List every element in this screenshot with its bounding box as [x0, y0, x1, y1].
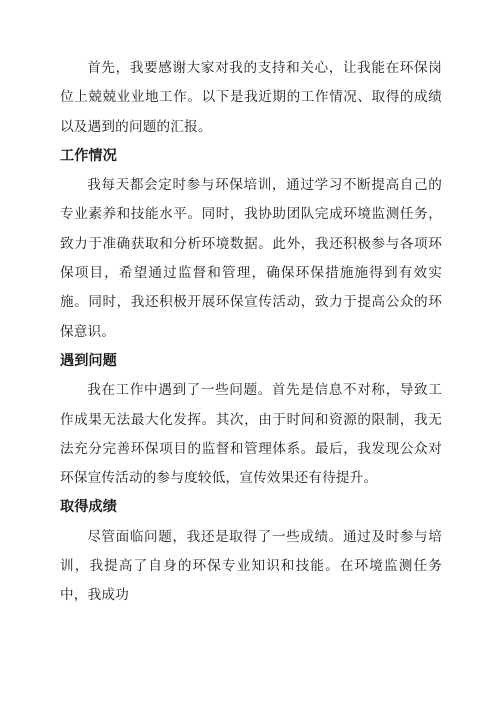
section-heading-achievements: 取得成绩 — [60, 499, 117, 516]
intro-paragraph: 首先，我要感谢大家对我的支持和关心，让我能在环保岗位上兢兢业业地工作。以下是我近期的工作情况、取得的成绩以及遇到的问题的汇报。 — [60, 60, 442, 135]
section-body-problems: 我在工作中遇到了一些问题。首先是信息不对称，导致工作成果无法最大化发挥。其次，由于时间和资源的限制，我无法充分完善环保项目的监督和管理体系。最后，我发现公众对环保宣传活动的参与度较低，宣传效果还有待提升。 — [60, 382, 442, 487]
section-body-achievements: 尽管面临问题，我还是取得了一些成绩。通过及时参与培训，我提高了自身的环保专业知识和技能。在环境监测任务中，我成功 — [60, 528, 442, 604]
document-body — [60, 54, 442, 611]
section-body-work-status: 我每天都会定时参与环保培训，通过学习不断提高自己的专业素养和技能水平。同时，我协助团队完成环境监测任务，致力于准确获取和分析环境数据。此外，我还积极参与各项环保项目，希望通过监督和管理，确保环保措施施得到有效实施。同时，我还积极开展环保宣传活动，致力于提高公众的环保意识。 — [60, 177, 442, 340]
section-heading-work-status: 工作情况 — [60, 147, 117, 164]
section-heading-problems: 遇到问题 — [60, 352, 117, 369]
